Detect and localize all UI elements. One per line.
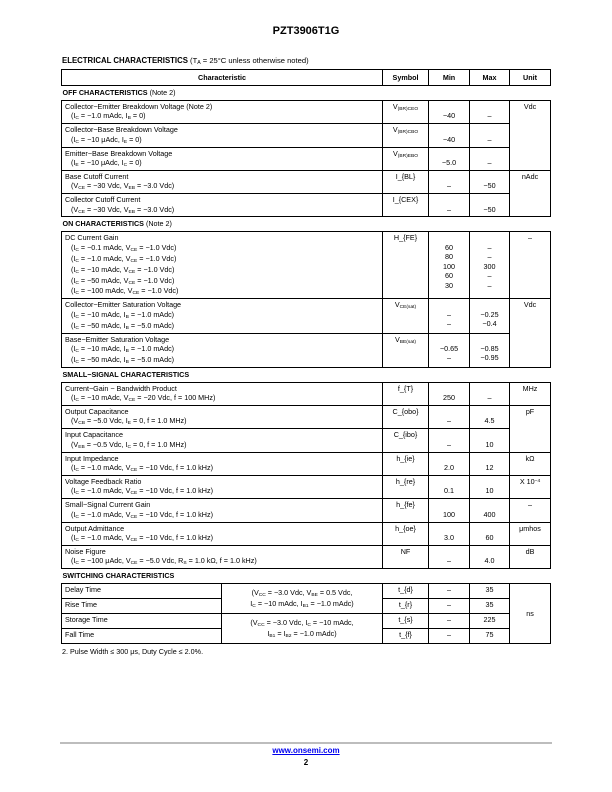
max-value: – — [487, 280, 492, 290]
characteristic-name: Current−Gain − Bandwidth Product — [65, 383, 177, 393]
symbol-cell — [383, 382, 429, 405]
symbol-cell — [383, 170, 429, 193]
min-cell — [429, 232, 470, 299]
symbol-cell: t_{d} — [383, 584, 429, 599]
max-cell — [470, 499, 510, 522]
characteristic-name: Noise Figure — [65, 546, 106, 556]
characteristic-name: Delay Time — [62, 584, 222, 599]
max-value: 400 — [483, 509, 496, 519]
characteristic-name: Rise Time — [62, 599, 222, 614]
table-title-main: ELECTRICAL CHARACTERISTICS — [62, 56, 188, 65]
section-title — [62, 217, 551, 232]
min-value: – — [429, 614, 470, 629]
min-value: 100 — [443, 509, 456, 519]
max-value: −0.95 — [480, 353, 499, 363]
min-values — [432, 500, 466, 520]
footnote: 2. Pulse Width ≤ 300 μs, Duty Cycle ≤ 2.0%. — [62, 647, 204, 657]
max-value: 60 — [485, 532, 494, 542]
symbol-cell — [383, 522, 429, 545]
test-condition: ($I_C = -100$ μAdc, $V_{CE} = -5.0$ Vdc, $R_S = 1.0$ kΩ, f = 1.0 kHz) — [71, 556, 257, 567]
test-condition: ($I_C = -100$ mAdc, $V_{CE} = -1.0$ Vdc) — [71, 286, 179, 297]
test-condition: ($I_C = -50$ mAdc, $V_{CE} = -1.0$ Vdc) — [71, 275, 175, 286]
test-condition: ($I_C = -10$ μAdc, $I_E = 0$) — [71, 134, 142, 145]
table-title — [62, 56, 309, 66]
table-row — [62, 584, 551, 599]
min-value: – — [447, 353, 452, 363]
max-values — [473, 430, 506, 450]
table-row — [62, 299, 551, 333]
section-header-row — [62, 569, 551, 584]
min-value: 30 — [445, 280, 454, 290]
test-conditions-cell — [222, 614, 383, 644]
min-value: – — [429, 599, 470, 614]
symbol-cell — [383, 232, 429, 299]
min-values — [432, 125, 466, 145]
max-cell — [470, 382, 510, 405]
min-value: – — [447, 181, 452, 191]
unit-cell: pF — [510, 406, 551, 453]
symbol-cell — [383, 475, 429, 498]
max-value: – — [487, 271, 492, 281]
max-cell — [470, 232, 510, 299]
max-values — [473, 335, 506, 364]
characteristic-name: Small−Signal Current Gain — [65, 500, 151, 510]
characteristic-cell — [62, 499, 383, 522]
test-condition: ($I_C = -10$ mAdc, $V_{CE} = -20$ Vdc, f = 100 MHz) — [71, 393, 216, 404]
symbol-cell — [383, 452, 429, 475]
characteristic-name: Collector−Emitter Saturation Voltage — [65, 300, 182, 310]
min-cell — [429, 147, 470, 170]
symbol: h_{oe} — [395, 523, 416, 533]
test-condition: $I_{B1} = I_{B2} = -1.0$ mAdc) — [267, 628, 337, 639]
min-cell — [429, 452, 470, 475]
symbol: h_{fe} — [396, 500, 415, 510]
min-value: −40 — [442, 111, 456, 121]
unit-cell: nAdc — [510, 170, 551, 217]
unit-cell: μmhos — [510, 522, 551, 545]
symbol-cell — [383, 333, 429, 367]
max-values — [473, 500, 506, 520]
min-cell — [429, 499, 470, 522]
characteristic-name: Output Capacitance — [65, 407, 129, 417]
min-value: 60 — [445, 271, 454, 281]
unit-cell: MHz — [510, 382, 551, 405]
characteristic-name: Base−Emitter Saturation Voltage — [65, 334, 170, 344]
min-value: – — [447, 439, 452, 449]
min-cell — [429, 333, 470, 367]
col-min: Min — [429, 70, 470, 86]
symbol: $V_{(BR)EBO}$ — [392, 148, 419, 159]
table-row — [62, 429, 551, 452]
min-cell — [429, 522, 470, 545]
characteristic-name: Collector Cutoff Current — [65, 195, 141, 205]
characteristic-name: Collector−Base Breakdown Voltage — [65, 125, 178, 135]
characteristic-cell — [62, 194, 383, 217]
unit-cell: kΩ — [510, 452, 551, 475]
max-value: −0.25 — [480, 309, 499, 319]
section-title — [62, 86, 551, 101]
characteristic-name: Input Impedance — [65, 453, 119, 463]
min-value: – — [447, 204, 452, 214]
test-condition: ($I_C = -0.1$ mAdc, $V_{CE} = -1.0$ Vdc) — [71, 242, 177, 253]
test-condition: ($I_C = -50$ mAdc, $I_B = -5.0$ mAdc) — [71, 354, 175, 365]
symbol-cell — [383, 194, 429, 217]
max-values — [473, 125, 506, 145]
min-cell — [429, 406, 470, 429]
min-values — [432, 477, 466, 497]
characteristic-cell — [62, 124, 383, 147]
characteristic-cell — [62, 147, 383, 170]
symbol: I_{BL} — [395, 171, 416, 181]
max-value: 10 — [485, 486, 494, 496]
section-title-text: SMALL−SIGNAL CHARACTERISTICS — [62, 369, 190, 379]
table-row — [62, 333, 551, 367]
min-cell — [429, 124, 470, 147]
test-condition: ($I_C = -10$ mAdc, $I_B = -1.0$ mAdc) — [71, 343, 175, 354]
symbol: C_{ibo} — [393, 430, 418, 440]
table-row — [62, 545, 551, 568]
characteristic-name: Voltage Feedback Ratio — [65, 476, 142, 486]
characteristic-name: Collector−Emitter Breakdown Voltage (Note 2) — [65, 102, 213, 111]
max-values — [473, 300, 506, 329]
max-value: 12 — [485, 463, 494, 472]
characteristic-name: Input Capacitance — [65, 430, 123, 440]
min-values — [432, 454, 466, 474]
characteristic-name: Emitter−Base Breakdown Voltage — [65, 148, 173, 158]
test-condition: ($I_C = -1.0$ mAdc, $I_B = 0$) — [71, 111, 146, 122]
min-value: 250 — [443, 393, 456, 403]
min-values — [432, 149, 466, 169]
max-values — [473, 195, 506, 215]
max-value: 4.0 — [484, 556, 495, 566]
max-value: −50 — [483, 181, 496, 191]
table-row — [62, 475, 551, 498]
page-number: 2 — [303, 758, 309, 767]
symbol: h_{re} — [395, 476, 416, 486]
max-values — [473, 384, 506, 404]
min-value: 0.1 — [444, 486, 455, 496]
min-cell — [429, 475, 470, 498]
characteristic-name: DC Current Gain — [65, 233, 119, 243]
symbol: $V_{CE(sat)}$ — [394, 300, 417, 311]
min-value: – — [447, 309, 452, 319]
symbol: C_{obo} — [392, 407, 419, 417]
table-row — [62, 499, 551, 522]
max-value: 4.5 — [484, 416, 495, 426]
unit-cell: – — [510, 232, 551, 299]
col-symbol: Symbol — [383, 70, 429, 86]
symbol: $V_{BE(sat)}$ — [394, 334, 417, 345]
max-cell — [470, 101, 510, 124]
symbol-cell — [383, 429, 429, 452]
characteristic-cell — [62, 101, 383, 124]
max-value: – — [487, 134, 492, 144]
table-header-row — [62, 70, 551, 86]
test-condition: $I_C = -10$ mAdc, $I_{B1} = -1.0$ mAdc) — [250, 598, 354, 609]
max-value: −0.4 — [482, 319, 497, 329]
table-row — [62, 170, 551, 193]
test-condition: ($V_{EB} = -0.5$ Vdc, $I_C = 0$, f = 1.0 MHz) — [71, 439, 187, 450]
table-row — [62, 452, 551, 475]
max-value: 225 — [470, 614, 510, 629]
table-row — [62, 232, 551, 299]
test-condition: ($I_C = -10$ mAdc, $I_B = -1.0$ mAdc) — [71, 309, 175, 320]
symbol: h_{ie} — [396, 453, 415, 463]
min-value: 60 — [445, 242, 454, 252]
max-value: 300 — [483, 261, 496, 271]
min-value: −5.0 — [441, 157, 457, 167]
section-title-text: ON CHARACTERISTICS — [62, 219, 144, 229]
onsemi-link[interactable]: www.onsemi.com — [272, 746, 340, 755]
min-values — [432, 335, 466, 364]
max-cell — [470, 406, 510, 429]
min-cell — [429, 545, 470, 568]
col-max: Max — [470, 70, 510, 86]
min-value: −0.65 — [439, 343, 459, 353]
characteristic-name: Base Cutoff Current — [65, 171, 129, 181]
table-row — [62, 382, 551, 405]
min-values — [432, 233, 466, 290]
max-cell — [470, 522, 510, 545]
min-value: −40 — [442, 134, 456, 144]
characteristic-cell — [62, 452, 383, 475]
max-values — [473, 454, 506, 474]
unit-cell: dB — [510, 545, 551, 568]
symbol-cell — [383, 299, 429, 333]
test-condition: ($V_{CC} = -3.0$ Vdc, $V_{BE} = 0.5$ Vdc, — [251, 587, 353, 598]
max-value: 35 — [470, 599, 510, 614]
min-value: – — [429, 584, 470, 599]
max-cell — [470, 170, 510, 193]
min-cell — [429, 382, 470, 405]
min-values — [432, 384, 466, 404]
table-row — [62, 101, 551, 124]
col-unit: Unit — [510, 70, 551, 86]
max-value: – — [487, 157, 492, 167]
table-row — [62, 124, 551, 147]
characteristic-cell — [62, 299, 383, 333]
unit-cell: Vdc — [510, 299, 551, 367]
part-number-header: PZT3906T1G — [272, 25, 340, 37]
min-value: – — [447, 416, 452, 426]
unit-cell: – — [510, 499, 551, 522]
table-row — [62, 522, 551, 545]
footer-link-wrap — [0, 746, 612, 755]
max-cell — [470, 299, 510, 333]
symbol: $V_{(BR)CBO}$ — [392, 125, 419, 136]
max-cell — [470, 147, 510, 170]
max-cell — [470, 333, 510, 367]
symbol-cell — [383, 499, 429, 522]
min-values — [432, 407, 466, 427]
characteristic-cell — [62, 475, 383, 498]
min-values — [432, 195, 466, 215]
test-condition: ($I_C = -1.0$ mAdc, $V_{CE} = -10$ Vdc, f = 1.0 kHz) — [71, 532, 213, 543]
section-header-row — [62, 86, 551, 101]
min-values — [432, 547, 466, 567]
symbol: $V_{(BR)CEO}$ — [392, 102, 419, 112]
symbol-cell — [383, 101, 429, 124]
test-condition: ($I_C = -10$ mAdc, $V_{CE} = -1.0$ Vdc) — [71, 264, 175, 275]
section-title-text: OFF CHARACTERISTICS — [62, 88, 148, 97]
characteristic-cell — [62, 545, 383, 568]
min-value: – — [429, 629, 470, 644]
symbol: I_{CEX} — [392, 195, 419, 205]
max-value: – — [487, 393, 492, 403]
max-value: −0.85 — [480, 343, 499, 353]
max-cell — [470, 124, 510, 147]
table-row — [62, 194, 551, 217]
test-condition: ($I_C = -1.0$ mAdc, $V_{CE} = -1.0$ Vdc) — [71, 253, 177, 264]
characteristic-cell — [62, 522, 383, 545]
characteristic-cell — [62, 406, 383, 429]
symbol: NF — [400, 546, 411, 556]
section-title — [62, 367, 551, 382]
min-value: 80 — [445, 252, 454, 262]
table-row — [62, 614, 551, 629]
unit-cell: ns — [510, 584, 551, 644]
table-row — [62, 406, 551, 429]
min-values — [432, 430, 466, 450]
max-values — [473, 102, 506, 122]
characteristic-cell — [62, 333, 383, 367]
characteristic-name: Output Admittance — [65, 523, 125, 533]
test-conditions-cell — [222, 584, 383, 614]
characteristic-cell — [62, 382, 383, 405]
max-cell — [470, 475, 510, 498]
min-values — [432, 300, 466, 329]
max-cell — [470, 452, 510, 475]
min-cell — [429, 170, 470, 193]
min-values — [432, 172, 466, 192]
section-header-row — [62, 367, 551, 382]
test-condition: ($I_C = -50$ mAdc, $I_B = -5.0$ mAdc) — [71, 320, 175, 331]
min-value: 100 — [443, 261, 456, 271]
electrical-characteristics-table — [61, 69, 551, 644]
max-values — [473, 233, 506, 290]
max-cell — [470, 194, 510, 217]
max-values — [473, 524, 506, 544]
min-value: – — [447, 319, 452, 329]
test-condition: ($V_{CB} = -5.0$ Vdc, $I_E = 0$, f = 1.0 MHz) — [71, 416, 187, 427]
test-condition: ($I_C = -1.0$ mAdc, $V_{CE} = -10$ Vdc, f = 1.0 kHz) — [71, 463, 213, 474]
max-values — [473, 149, 506, 169]
test-condition: ($V_{CE} = -30$ Vdc, $V_{EB} = -3.0$ Vdc) — [71, 181, 175, 192]
test-condition: ($I_C = -1.0$ mAdc, $V_{CE} = -10$ Vdc, f = 1.0 kHz) — [71, 509, 213, 520]
col-characteristic: Characteristic — [62, 70, 383, 86]
test-condition: ($V_{CE} = -30$ Vdc, $V_{EB} = -3.0$ Vdc) — [71, 204, 175, 215]
symbol-cell: t_{f} — [383, 629, 429, 644]
section-header-row — [62, 217, 551, 232]
min-cell — [429, 101, 470, 124]
table-row — [62, 147, 551, 170]
test-condition: ($V_{CC} = -3.0$ Vdc, $I_C = -10$ mAdc, — [250, 617, 354, 628]
min-cell — [429, 429, 470, 452]
section-note: (Note 2) — [145, 219, 172, 229]
min-cell — [429, 194, 470, 217]
symbol: f_{T} — [397, 383, 414, 393]
symbol-cell: t_{r} — [383, 599, 429, 614]
max-values — [473, 172, 506, 192]
min-values — [432, 524, 466, 544]
min-value: 2.0 — [444, 463, 455, 472]
footer-divider — [60, 742, 552, 744]
symbol: H_{FE} — [393, 233, 418, 243]
symbol-cell: t_{s} — [383, 614, 429, 629]
max-value: −50 — [483, 204, 496, 214]
table-flow — [61, 69, 550, 657]
max-value: – — [487, 111, 492, 121]
test-condition: ($I_C = -1.0$ mAdc, $V_{CE} = -10$ Vdc, f = 1.0 kHz) — [71, 486, 213, 497]
test-condition: ($I_E = -10$ μAdc, $I_C = 0$) — [71, 158, 142, 168]
min-value: – — [447, 556, 452, 566]
symbol-cell — [383, 124, 429, 147]
symbol-cell — [383, 545, 429, 568]
symbol-cell — [383, 406, 429, 429]
max-value: 75 — [470, 629, 510, 644]
characteristic-cell — [62, 232, 383, 299]
symbol-cell — [383, 147, 429, 170]
unit-cell: Vdc — [510, 101, 551, 171]
max-values — [473, 407, 506, 427]
section-note: (Note 2) — [149, 88, 176, 97]
max-value: 35 — [470, 584, 510, 599]
unit-cell: X $10^{-4}$ — [510, 475, 551, 498]
characteristic-cell — [62, 429, 383, 452]
table-title-condition: ($T_A = 25^\circ C$ unless otherwise noted) — [190, 56, 309, 66]
max-value: – — [487, 242, 492, 252]
characteristic-cell — [62, 170, 383, 193]
min-cell — [429, 299, 470, 333]
max-cell — [470, 429, 510, 452]
max-values — [473, 477, 506, 497]
characteristic-name: Fall Time — [62, 629, 222, 644]
min-value: 3.0 — [444, 532, 455, 542]
characteristic-name: Storage Time — [62, 614, 222, 629]
min-values — [432, 102, 466, 122]
section-title: SWITCHING CHARACTERISTICS — [62, 569, 551, 584]
max-value: – — [487, 252, 492, 262]
max-value: 10 — [485, 439, 494, 449]
max-values — [473, 547, 506, 567]
max-cell — [470, 545, 510, 568]
